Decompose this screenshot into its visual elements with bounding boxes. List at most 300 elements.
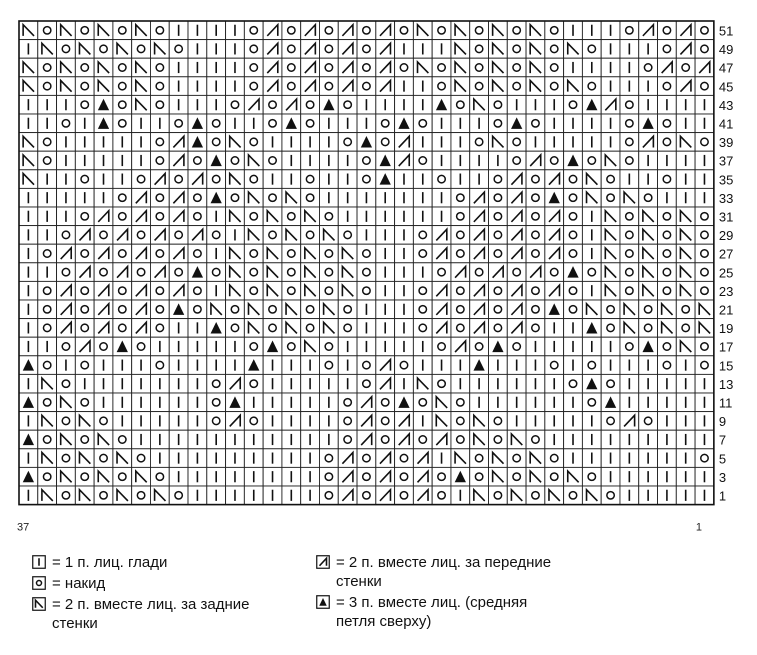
chart-cell: [451, 337, 470, 356]
chart-cell: [432, 374, 451, 393]
chart-cell: [601, 300, 620, 319]
chart-cell: [376, 412, 395, 431]
chart-cell: [319, 263, 338, 282]
chart-cell: [113, 58, 132, 77]
chart-cell: [564, 244, 583, 263]
chart-cell: [601, 281, 620, 300]
chart-cell: [620, 356, 639, 375]
chart-cell: [57, 430, 76, 449]
chart-cell: [489, 449, 508, 468]
legend-left: [32, 553, 332, 635]
chart-cell: [376, 430, 395, 449]
row-number-label: 29: [718, 228, 734, 244]
chart-cell: [132, 40, 151, 59]
chart-cell: [526, 114, 545, 133]
chart-cell: [38, 393, 57, 412]
chart-cell: [451, 393, 470, 412]
chart-cell: [94, 133, 113, 152]
chart-cell: [545, 486, 564, 505]
chart-cell: [19, 337, 38, 356]
chart-cell: [282, 40, 301, 59]
chart-cell: [601, 77, 620, 96]
chart-cell: [338, 77, 357, 96]
chart-cell: [582, 319, 601, 338]
chart-cell: [38, 77, 57, 96]
chart-cell: [507, 95, 526, 114]
chart-cell: [244, 337, 263, 356]
chart-cell: [150, 412, 169, 431]
chart-cell: [432, 40, 451, 59]
chart-cell: [75, 412, 94, 431]
chart-cell: [489, 226, 508, 245]
chart-cell: [601, 393, 620, 412]
chart-cell: [432, 412, 451, 431]
chart-cell: [263, 356, 282, 375]
chart-cell: [545, 300, 564, 319]
chart-cell: [676, 244, 695, 263]
chart-cell: [526, 374, 545, 393]
row-number-label: 37: [718, 153, 734, 169]
chart-cell: [676, 486, 695, 505]
chart-row: [19, 393, 714, 412]
chart-cell: [263, 21, 282, 40]
chart-cell: [207, 263, 226, 282]
chart-cell: [319, 467, 338, 486]
chart-cell: [113, 449, 132, 468]
chart-cell: [639, 356, 658, 375]
legend-right: [316, 553, 626, 633]
chart-cell: [19, 430, 38, 449]
chart-cell: [301, 300, 320, 319]
chart-cell: [132, 77, 151, 96]
chart-cell: [489, 300, 508, 319]
chart-cell: [207, 21, 226, 40]
chart-cell: [582, 486, 601, 505]
chart-cell: [507, 281, 526, 300]
row-number-label: 27: [718, 246, 734, 262]
chart-cell: [226, 188, 245, 207]
chart-cell: [57, 300, 76, 319]
chart-cell: [545, 449, 564, 468]
chart-cell: [695, 40, 714, 59]
chart-cell: [357, 300, 376, 319]
chart-cell: [357, 430, 376, 449]
chart-cell: [75, 263, 94, 282]
chart-cell: [489, 263, 508, 282]
chart-cell: [357, 95, 376, 114]
chart-cell: [658, 244, 677, 263]
chart-cell: [451, 449, 470, 468]
chart-cell: [244, 319, 263, 338]
chart-cell: [169, 430, 188, 449]
chart-cell: [75, 188, 94, 207]
chart-cell: [19, 170, 38, 189]
chart-cell: [132, 21, 151, 40]
chart-cell: [263, 244, 282, 263]
chart-cell: [244, 188, 263, 207]
chart-cell: [376, 319, 395, 338]
chart-cell: [395, 374, 414, 393]
chart-cell: [319, 58, 338, 77]
chart-cell: [695, 244, 714, 263]
chart-cell: [38, 337, 57, 356]
chart-cell: [207, 449, 226, 468]
chart-cell: [545, 170, 564, 189]
chart-cell: [658, 412, 677, 431]
chart-cell: [357, 226, 376, 245]
chart-cell: [413, 133, 432, 152]
chart-cell: [357, 77, 376, 96]
chart-cell: [658, 337, 677, 356]
legend-label: = 2 п. вместе лиц. за задние стенки: [52, 596, 250, 632]
chart-cell: [113, 244, 132, 263]
chart-cell: [75, 374, 94, 393]
chart-cell: [132, 281, 151, 300]
chart-cell: [207, 412, 226, 431]
chart-cell: [489, 244, 508, 263]
chart-cell: [639, 393, 658, 412]
chart-cell: [432, 263, 451, 282]
chart-cell: [19, 95, 38, 114]
chart-cell: [244, 133, 263, 152]
chart-cell: [244, 40, 263, 59]
chart-cell: [338, 393, 357, 412]
chart-cell: [357, 40, 376, 59]
chart-cell: [395, 151, 414, 170]
chart-cell: [564, 319, 583, 338]
chart-cell: [301, 393, 320, 412]
chart-cell: [376, 300, 395, 319]
chart-cell: [282, 337, 301, 356]
chart-cell: [639, 58, 658, 77]
chart-cell: [470, 40, 489, 59]
chart-cell: [470, 430, 489, 449]
chart-cell: [338, 281, 357, 300]
chart-cell: [395, 449, 414, 468]
chart-cell: [620, 188, 639, 207]
chart-cell: [413, 486, 432, 505]
chart-cell: [132, 226, 151, 245]
chart-cell: [676, 207, 695, 226]
chart-cell: [357, 486, 376, 505]
chart-cell: [545, 319, 564, 338]
chart-cell: [582, 281, 601, 300]
chart-cell: [226, 170, 245, 189]
chart-cell: [695, 226, 714, 245]
chart-cell: [226, 77, 245, 96]
chart-cell: [639, 226, 658, 245]
chart-cell: [507, 449, 526, 468]
chart-cell: [489, 319, 508, 338]
chart-cell: [132, 374, 151, 393]
chart-cell: [301, 188, 320, 207]
chart-cell: [451, 170, 470, 189]
row-number-label: 43: [718, 97, 734, 113]
chart-cell: [263, 319, 282, 338]
chart-cell: [57, 356, 76, 375]
chart-cell: [263, 77, 282, 96]
chart-cell: [38, 188, 57, 207]
chart-cell: [676, 151, 695, 170]
chart-cell: [526, 95, 545, 114]
chart-cell: [169, 300, 188, 319]
chart-cell: [489, 486, 508, 505]
chart-cell: [301, 133, 320, 152]
chart-cell: [188, 207, 207, 226]
chart-cell: [75, 486, 94, 505]
chart-cell: [169, 77, 188, 96]
chart-cell: [564, 393, 583, 412]
chart-cell: [226, 58, 245, 77]
chart-cell: [188, 244, 207, 263]
chart-cell: [545, 114, 564, 133]
chart-cell: [38, 133, 57, 152]
chart-cell: [94, 95, 113, 114]
chart-cell: [319, 188, 338, 207]
chart-cell: [207, 188, 226, 207]
chart-cell: [150, 449, 169, 468]
chart-cell: [132, 114, 151, 133]
chart-cell: [94, 244, 113, 263]
chart-cell: [470, 300, 489, 319]
chart-cell: [695, 21, 714, 40]
chart-cell: [451, 319, 470, 338]
chart-cell: [376, 95, 395, 114]
chart-cell: [226, 281, 245, 300]
chart-cell: [582, 188, 601, 207]
chart-cell: [564, 412, 583, 431]
chart-cell: [639, 133, 658, 152]
chart-cell: [19, 244, 38, 263]
chart-cell: [695, 374, 714, 393]
chart-row: [19, 449, 714, 468]
chart-cell: [150, 319, 169, 338]
chart-cell: [19, 151, 38, 170]
chart-cell: [282, 449, 301, 468]
chart-cell: [601, 449, 620, 468]
chart-cell: [376, 263, 395, 282]
chart-cell: [338, 170, 357, 189]
chart-cell: [57, 188, 76, 207]
chart-cell: [226, 21, 245, 40]
chart-cell: [451, 226, 470, 245]
chart-cell: [395, 114, 414, 133]
chart-cell: [507, 412, 526, 431]
chart-cell: [113, 486, 132, 505]
chart-cell: [169, 281, 188, 300]
chart-cell: [601, 337, 620, 356]
chart-cell: [564, 40, 583, 59]
chart-cell: [601, 374, 620, 393]
chart-cell: [150, 170, 169, 189]
chart-cell: [94, 393, 113, 412]
chart-cell: [376, 77, 395, 96]
chart-cell: [432, 21, 451, 40]
chart-cell: [601, 21, 620, 40]
chart-cell: [658, 356, 677, 375]
chart-cell: [132, 244, 151, 263]
chart-cell: [57, 21, 76, 40]
chart-cell: [470, 412, 489, 431]
chart-cell: [207, 244, 226, 263]
chart-cell: [19, 188, 38, 207]
chart-cell: [620, 393, 639, 412]
chart-cell: [413, 412, 432, 431]
chart-cell: [282, 374, 301, 393]
chart-cell: [695, 337, 714, 356]
chart-cell: [19, 449, 38, 468]
chart-cell: [432, 207, 451, 226]
chart-cell: [132, 449, 151, 468]
chart-cell: [395, 226, 414, 245]
chart-cell: [601, 486, 620, 505]
chart-cell: [357, 281, 376, 300]
chart-cell: [338, 449, 357, 468]
chart-cell: [507, 244, 526, 263]
chart-cell: [357, 114, 376, 133]
chart-cell: [338, 244, 357, 263]
chart-cell: [94, 21, 113, 40]
chart-cell: [545, 77, 564, 96]
chart-cell: [226, 449, 245, 468]
chart-cell: [338, 356, 357, 375]
chart-cell: [188, 226, 207, 245]
chart-cell: [451, 356, 470, 375]
chart-cell: [113, 170, 132, 189]
chart-cell: [132, 356, 151, 375]
chart-cell: [432, 95, 451, 114]
chart-cell: [319, 21, 338, 40]
chart-cell: [582, 263, 601, 282]
chart-cell: [57, 412, 76, 431]
chart-cell: [601, 207, 620, 226]
chart-cell: [620, 40, 639, 59]
chart-cell: [658, 151, 677, 170]
chart-cell: [188, 300, 207, 319]
chart-cell: [376, 226, 395, 245]
chart-cell: [507, 58, 526, 77]
chart-cell: [507, 114, 526, 133]
chart-cell: [282, 356, 301, 375]
chart-cell: [564, 356, 583, 375]
row-number-label: 51: [718, 23, 734, 39]
chart-cell: [695, 300, 714, 319]
chart-cell: [413, 300, 432, 319]
chart-cell: [57, 226, 76, 245]
chart-cell: [57, 393, 76, 412]
chart-cell: [319, 430, 338, 449]
chart-cell: [263, 207, 282, 226]
chart-cell: [207, 393, 226, 412]
chart-cell: [545, 430, 564, 449]
row-number-label: 21: [718, 302, 734, 318]
chart-cell: [658, 21, 677, 40]
chart-cell: [470, 393, 489, 412]
chart-cell: [413, 356, 432, 375]
chart-cell: [413, 467, 432, 486]
chart-cell: [132, 393, 151, 412]
chart-cell: [244, 393, 263, 412]
chart-row: [19, 430, 714, 449]
chart-cell: [57, 207, 76, 226]
chart-cell: [357, 412, 376, 431]
chart-row: [19, 412, 714, 431]
chart-cell: [38, 151, 57, 170]
chart-cell: [489, 356, 508, 375]
chart-cell: [582, 58, 601, 77]
chart-cell: [470, 133, 489, 152]
chart-cell: [94, 430, 113, 449]
chart-cell: [207, 337, 226, 356]
chart-cell: [94, 337, 113, 356]
chart-cell: [413, 374, 432, 393]
chart-cell: [545, 281, 564, 300]
chart-cell: [132, 319, 151, 338]
chart-cell: [413, 114, 432, 133]
chart-cell: [301, 263, 320, 282]
chart-cell: [489, 430, 508, 449]
chart-cell: [395, 393, 414, 412]
chart-cell: [207, 374, 226, 393]
chart-cell: [676, 337, 695, 356]
chart-cell: [413, 263, 432, 282]
chart-cell: [376, 133, 395, 152]
row-number-label: 25: [718, 265, 734, 281]
chart-cell: [526, 244, 545, 263]
chart-cell: [207, 300, 226, 319]
chart-cell: [38, 114, 57, 133]
chart-cell: [38, 430, 57, 449]
chart-cell: [676, 281, 695, 300]
chart-cell: [319, 356, 338, 375]
chart-cell: [395, 188, 414, 207]
chart-cell: [244, 114, 263, 133]
chart-cell: [19, 58, 38, 77]
chart-cell: [301, 281, 320, 300]
chart-cell: [620, 207, 639, 226]
chart-cell: [113, 467, 132, 486]
chart-cell: [470, 467, 489, 486]
chart-row: [19, 114, 714, 133]
chart-cell: [620, 58, 639, 77]
chart-cell: [357, 374, 376, 393]
chart-cell: [188, 374, 207, 393]
chart-cell: [57, 151, 76, 170]
chart-cell: [75, 449, 94, 468]
chart-cell: [57, 40, 76, 59]
chart-row: [19, 21, 714, 40]
chart-cell: [113, 412, 132, 431]
row-number-label: 31: [718, 209, 734, 225]
chart-cell: [19, 133, 38, 152]
chart-cell: [19, 319, 38, 338]
chart-cell: [376, 170, 395, 189]
chart-cell: [319, 486, 338, 505]
chart-cell: [207, 170, 226, 189]
chart-cell: [413, 337, 432, 356]
chart-cell: [319, 281, 338, 300]
chart-cell: [695, 263, 714, 282]
chart-cell: [695, 58, 714, 77]
chart-cell: [338, 486, 357, 505]
chart-cell: [489, 412, 508, 431]
chart-cell: [57, 170, 76, 189]
chart-cell: [94, 77, 113, 96]
chart-cell: [263, 226, 282, 245]
chart-cell: [432, 170, 451, 189]
chart-cell: [451, 77, 470, 96]
chart-cell: [207, 207, 226, 226]
